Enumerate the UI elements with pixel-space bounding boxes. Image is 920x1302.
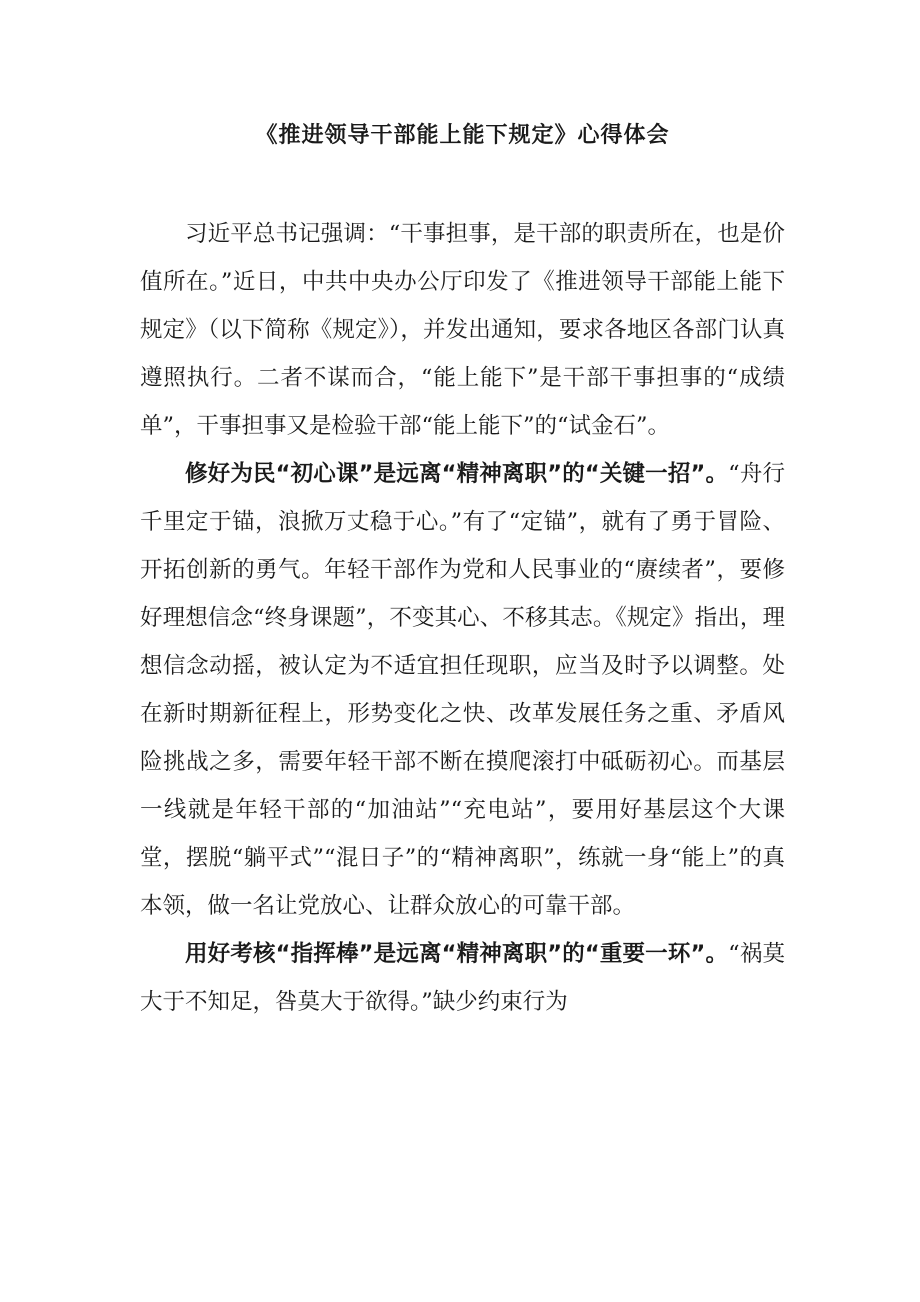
document-title: 《推进领导干部能上能下规定》心得体会 [255, 123, 670, 148]
paragraph-text: “舟行千里定于锚，浪掀万丈稳于心。”有了“定锚”，就有了勇于冒险、开拓创新的勇气。年轻干部作为党和人民事业的“赓续者”，要修好理想信念“终身课题”，不变其心、不移其志。《规定》指出，理想信念动摇，被认定为不适宜担任现职，应当及时予以调整。处在新时期新征程上，形势变化之快、改革发展任务之重、矛盾风险挑战之多，需要年轻干部不断在摸爬滚打中砥砺初心。而基层一线就是年轻干部的“加油站”“充电站”，要用好基层这个大课堂，摆脱“躺平式”“混日子”的“精神离职”，练就一身“能上”的真本领，做一名让党放心、让群众放心的可靠干部。 [140, 461, 785, 919]
paragraph-initial-heart [140, 450, 785, 930]
paragraph-assessment [140, 930, 785, 1026]
document-page [140, 112, 785, 1026]
paragraph-intro [140, 210, 785, 450]
paragraph-text: “祸莫大于不知足，咎莫大于欲得。”缺少约束行为 [140, 941, 785, 1015]
paragraph-text: 习近平总书记强调：“干事担事，是干部的职责所在，也是价值所在。”近日，中共中央办公厅印发了《推进领导干部能上能下规定》（以下简称《规定》），并发出通知，要求各地区各部门认真遵照执行。二者不谋而合，“能上能下”是干部干事担事的“成绩单”，干事担事又是检验干部“能上能下”的“试金石”。 [140, 221, 785, 439]
paragraph-lead: 用好考核“指挥棒”是远离“精神离职”的“重要一环”。 [185, 941, 729, 967]
paragraph-lead: 修好为民“初心课”是远离“精神离职”的“关键一招”。 [185, 461, 729, 487]
